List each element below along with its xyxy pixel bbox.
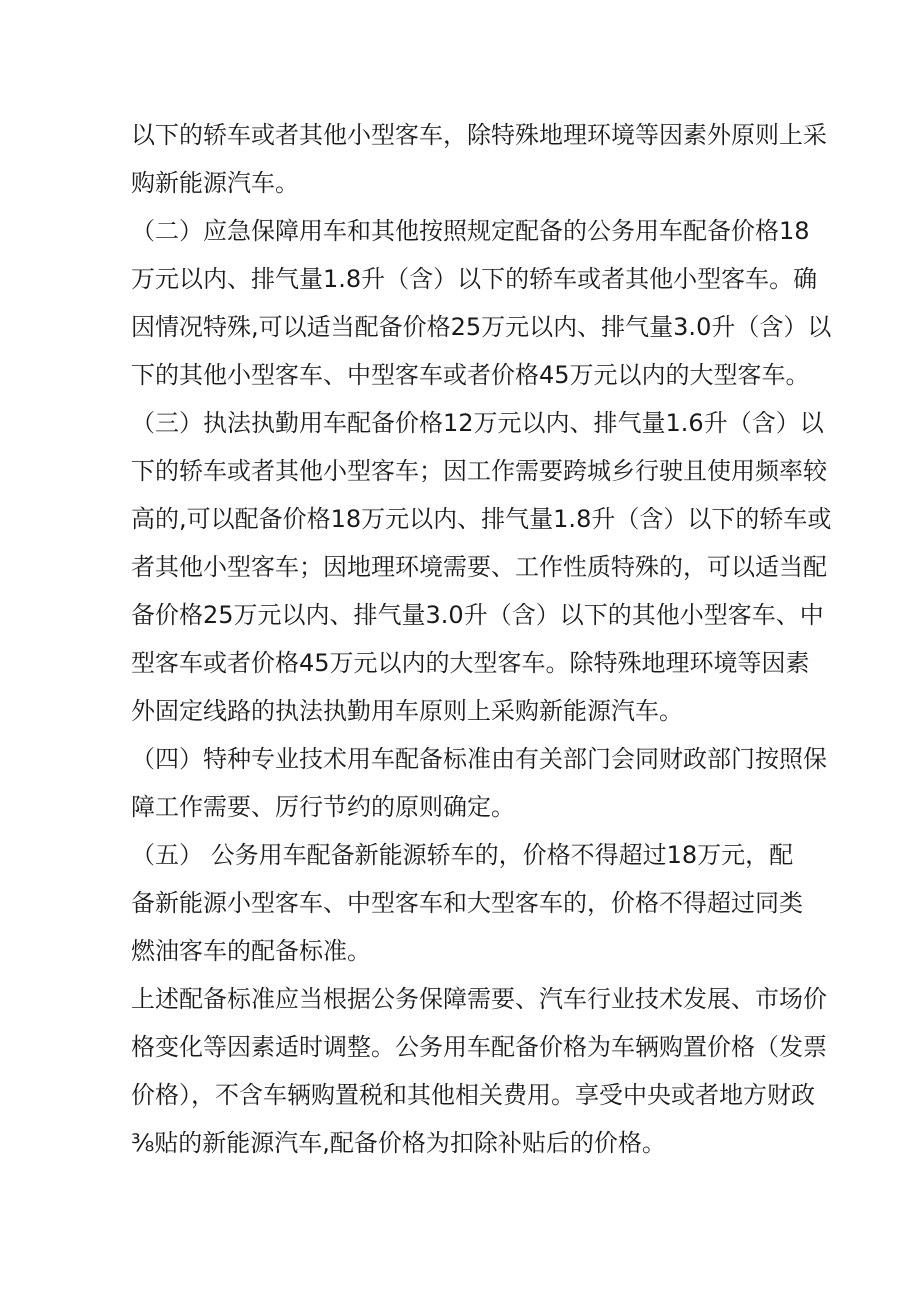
text-line: 障工作需要、厉行节约的原则确定。 [131, 793, 515, 821]
text-line: 燃油客车的配备标准。 [131, 937, 371, 965]
text-line: 上述配备标准应当根据公务保障需要、汽车行业技术发展、市场价 [131, 985, 827, 1013]
text-line: 下的轿车或者其他小型客车；因工作需要跨城乡行驶且使用频率较 [131, 457, 827, 485]
text-line: （五） 公务用车配备新能源轿车的，价格不得超过18万元，配 [131, 841, 794, 869]
text-line: 备新能源小型客车、中型客车和大型客车的，价格不得超过同类 [131, 889, 803, 917]
text-line: 者其他小型客车；因地理环境需要、工作性质特殊的，可以适当配 [131, 553, 827, 581]
text-line: 格变化等因素适时调整。公务用车配备价格为车辆购置价格（发票 [131, 1033, 827, 1061]
text-line: 以下的轿车或者其他小型客车，除特殊地理环境等因素外原则上采 [131, 121, 827, 149]
text-line: 购新能源汽车。 [131, 169, 299, 197]
text-line: （四）特种专业技术用车配备标准由有关部门会同财政部门按照保 [131, 745, 827, 773]
text-line: 因情况特殊,可以适当配备价格25万元以内、排气量3.0升（含）以 [131, 313, 832, 341]
text-line: 下的其他小型客车、中型客车或者价格45万元以内的大型客车。 [131, 361, 810, 389]
text-line: 万元以内、排气量1.8升（含）以下的轿车或者其他小型客车。确 [131, 265, 818, 293]
text-line: 高的,可以配备价格18万元以内、排气量1.8升（含）以下的轿车或 [131, 505, 832, 533]
text-line: 外固定线路的执法执勤用车原则上采购新能源汽车。 [131, 697, 683, 725]
text-line: （二）应急保障用车和其他按照规定配备的公务用车配备价格18 [131, 217, 810, 245]
text-line: （三）执法执勤用车配备价格12万元以内、排气量1.6升（含）以 [131, 409, 824, 437]
text-line: 备价格25万元以内、排气量3.0升（含）以下的其他小型客车、中 [131, 601, 824, 629]
text-line: 型客车或者价格45万元以内的大型客车。除特殊地理环境等因素 [131, 649, 810, 677]
text-line: 价格），不含车辆购置税和其他相关费用。享受中央或者地方财政 [131, 1081, 815, 1109]
text-line: ⅜贴的新能源汽车,配备价格为扣除补贴后的价格。 [131, 1129, 666, 1157]
